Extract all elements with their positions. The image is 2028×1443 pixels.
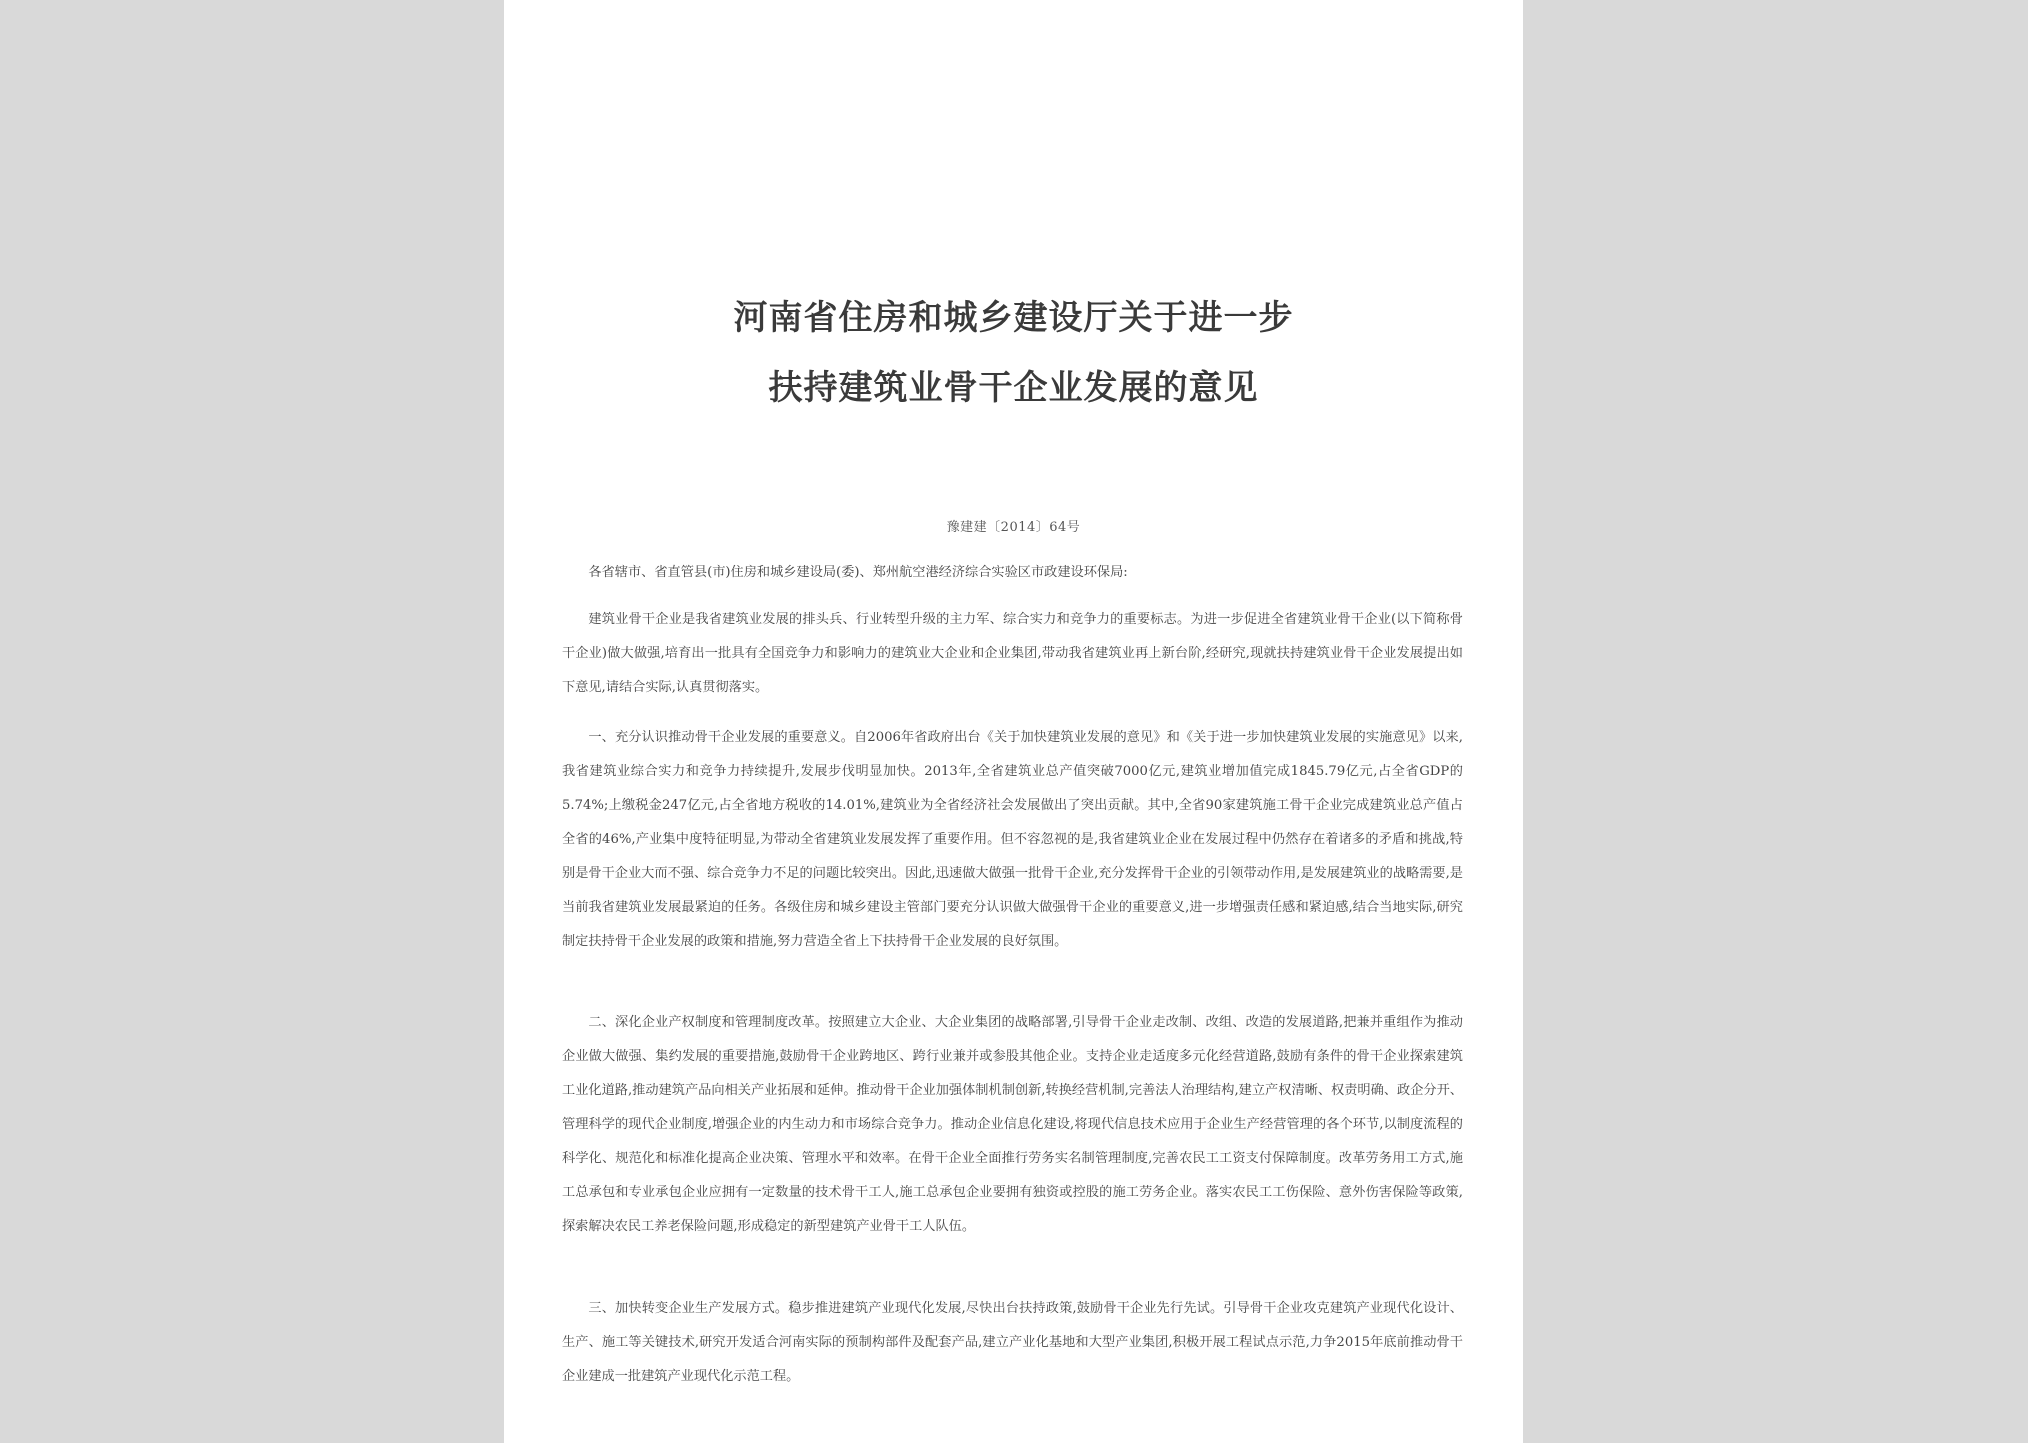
paragraph-section-1: 一、充分认识推动骨干企业发展的重要意义。自2006年省政府出台《关于加快建筑业发展的意见》和《关于进一步加快建筑业发展的实施意见》以来,我省建筑业综合实力和竞争力持续提升,发展步伐明显加快。2013年,全省建筑业总产值突破7000亿元,建筑业增加值完成1845.79亿元,占全省GDP的5.74%;上缴税金247亿元,占全省地方税收的14.01%,建筑业为全省经济社会发展做出了突出贡献。其中,全省90家建筑施工骨干企业完成建筑业总产值占全省的46%,产业集中度特征明显,为带动全省建筑业发展发挥了重要作用。但不容忽视的是,我省建筑业企业在发展过程中仍然存在着诸多的矛盾和挑战,特别是骨干企业大而不强、综合竞争力不足的问题比较突出。因此,迅速做大做强一批骨干企业,充分发挥骨干企业的引领带动作用,是发展建筑业的战略需要,是当前我省建筑业发展最紧迫的任务。各级住房和城乡建设主管部门要充分认识做大做强骨干企业的重要意义,进一步增强责任感和紧迫感,结合当地实际,研究制定扶持骨干企业发展的政策和措施,努力营造全省上下扶持骨干企业发展的良好氛围。 xyxy=(562,730,1463,949)
paragraph-intro: 建筑业骨干企业是我省建筑业发展的排头兵、行业转型升级的主力军、综合实力和竞争力的重要标志。为进一步促进全省建筑业骨干企业(以下简称骨干企业)做大做强,培育出一批具有全国竞争力和影响力的建筑业大企业和企业集团,带动我省建筑业再上新台阶,经研究,现就扶持建筑业骨干企业发展提出如下意见,请结合实际,认真贯彻落实。 xyxy=(562,612,1463,695)
document-title-line-2: 扶持建筑业骨干企业发展的意见 xyxy=(768,368,1259,408)
paragraph-section-3: 三、加快转变企业生产发展方式。稳步推进建筑产业现代化发展,尽快出台扶持政策,鼓励骨干企业先行先试。引导骨干企业攻克建筑产业现代化设计、生产、施工等关键技术,研究开发适合河南实际的预制构部件及配套产品,建立产业化基地和大型产业集团,积极开展工程试点示范,力争2015年底前推动骨干企业建成一批建筑产业现代化示范工程。 xyxy=(562,1301,1463,1384)
paragraph-section-2: 二、深化企业产权制度和管理制度改革。按照建立大企业、大企业集团的战略部署,引导骨干企业走改制、改组、改造的发展道路,把兼并重组作为推动企业做大做强、集约发展的重要措施,鼓励骨干企业跨地区、跨行业兼并或参股其他企业。支持企业走适度多元化经营道路,鼓励有条件的骨干企业探索建筑工业化道路,推动建筑产品向相关产业拓展和延伸。推动骨干企业加强体制机制创新,转换经营机制,完善法人治理结构,建立产权清晰、权责明确、政企分开、管理科学的现代企业制度,增强企业的内生动力和市场综合竞争力。推动企业信息化建设,将现代信息技术应用于企业生产经营管理的各个环节,以制度流程的科学化、规范化和标准化提高企业决策、管理水平和效率。在骨干企业全面推行劳务实名制管理制度,完善农民工工资支付保障制度。改革劳务用工方式,施工总承包和专业承包企业应拥有一定数量的技术骨干工人,施工总承包企业要拥有独资或控股的施工劳务企业。落实农民工工伤保险、意外伤害保险等政策,探索解决农民工养老保险问题,形成稳定的新型建筑产业骨干工人队伍。 xyxy=(562,1015,1463,1234)
salutation: 各省辖市、省直管县(市)住房和城乡建设局(委)、郑州航空港经济综合实验区市政建设环保局: xyxy=(588,565,1128,580)
document-number: 豫建建〔2014〕64号 xyxy=(946,520,1081,535)
document-page xyxy=(504,0,1523,1443)
document-title-line-1: 河南省住房和城乡建设厅关于进一步 xyxy=(733,298,1294,338)
